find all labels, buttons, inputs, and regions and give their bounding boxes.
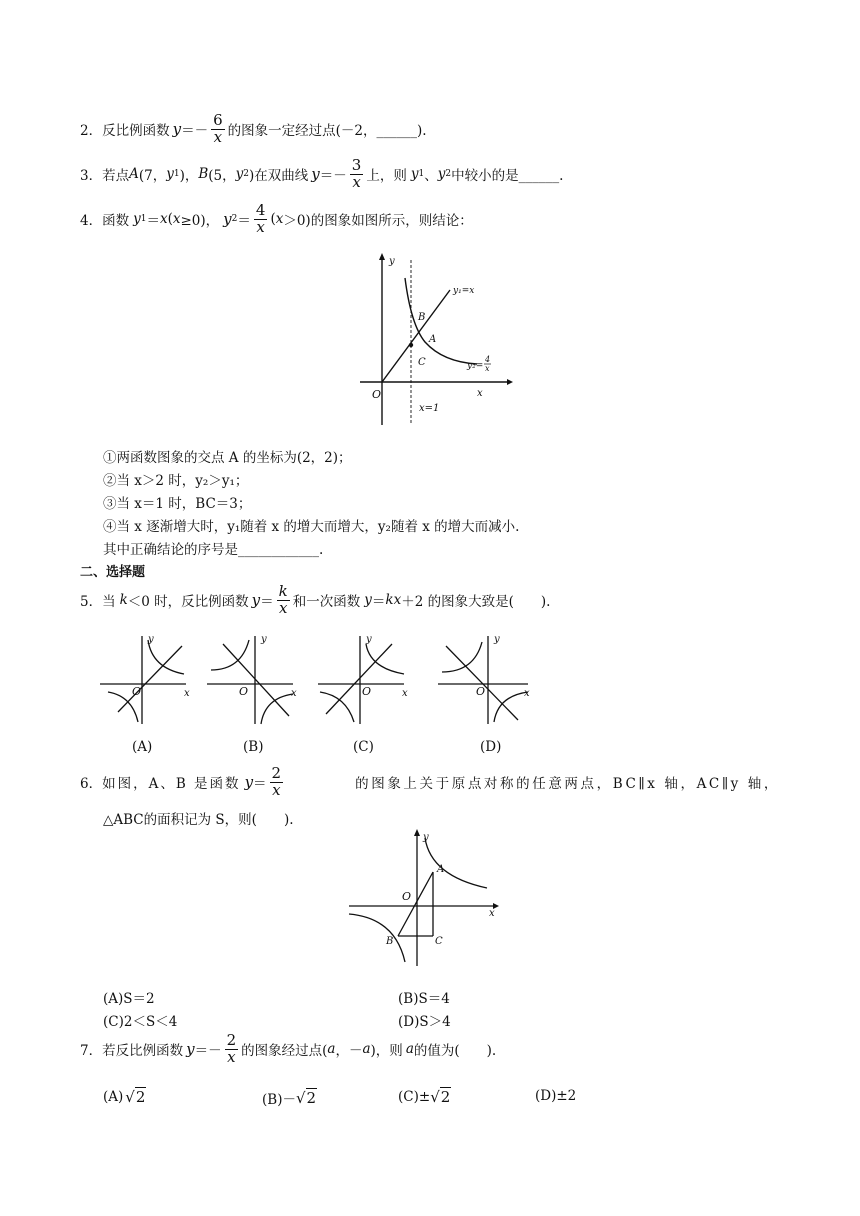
question-5: 5． 当 k ＜0 时，反比例函数 y ＝ $\frac{k}{x}$ 和一次函数 y ＝ k x ＋2 的图象大致是( ). xyxy=(80,581,551,617)
q4-line-label: y₁=x xyxy=(453,286,475,296)
q4-answer-prompt: 其中正确结论的序号是____________. xyxy=(103,542,324,558)
q6-x-label: x xyxy=(489,908,495,919)
question-7: 7． 若反比例函数 y ＝－ $\frac{2}{x}$ 的图象经过点( a ，－ a )，则 a 的值为( ). xyxy=(80,1030,497,1066)
question-3: 3． 若点 A (7， y 1 )， B (5， y 2 )在双曲线 y ＝－ $\frac{3}{x}$ 上，则 y 1 、 y 2 中较小的是______. xyxy=(80,155,564,191)
question-2 xyxy=(80,107,427,151)
q7-option-A: (A) √2 xyxy=(103,1088,146,1106)
q5-graph-D xyxy=(436,630,536,726)
q4-x-label: x xyxy=(477,388,483,399)
q6-option-B: (B)S＝4 xyxy=(398,991,450,1007)
sqrt-2: √2 xyxy=(125,1088,146,1106)
svg-text:y: y xyxy=(261,634,267,645)
q2-text-post: 的图象一定经过点(－2，______). xyxy=(227,123,427,139)
q4-conclusion-1: ①两函数图象的交点 A 的坐标为(2，2)； xyxy=(103,450,352,466)
q2-fraction: $\frac{6}{x}$ xyxy=(213,110,223,146)
q4-line-y1 xyxy=(382,290,450,382)
sqrt-2: √2 xyxy=(430,1088,451,1106)
q4-point-A-label: A xyxy=(429,334,437,345)
q2-text-pre: 反比例函数 xyxy=(102,123,170,139)
svg-text:x: x xyxy=(524,688,530,699)
q6-curve-q3 xyxy=(349,914,405,962)
q4-point-B-label: B xyxy=(418,312,426,323)
question-4: 4． 函数 y 1 ＝ x ( x ≥0)， y 2 ＝ $\frac{4}{x}$ ( x ＞0)的图象如图所示，则结论： xyxy=(80,200,473,236)
q6-option-A: (A)S＝2 xyxy=(103,991,155,1007)
q5-option-A-label: (A) xyxy=(132,739,153,755)
q5-graph-A xyxy=(98,630,198,726)
q6-line-2: △ABC的面积记为 S，则( ). xyxy=(103,812,294,828)
q5-graph-B xyxy=(205,630,305,726)
q6-point-A-label: A xyxy=(437,864,445,875)
svg-text:x: x xyxy=(184,688,190,699)
q5-option-D-label: (D) xyxy=(480,739,502,755)
q6-option-D: (D)S＞4 xyxy=(398,1014,451,1030)
q6-y-label: y xyxy=(423,832,429,843)
q4-conclusion-3: ③当 x＝1 时，BC＝3； xyxy=(103,496,252,512)
q7-option-C: (C)± √2 xyxy=(398,1088,451,1106)
q4-point-C xyxy=(409,343,413,347)
q4-y-arrow xyxy=(379,253,385,260)
q6-fraction: $\frac{2}{x}$ xyxy=(271,763,282,799)
q5-option-B-label: (B) xyxy=(243,739,264,755)
q4-fraction: $\frac{4}{x}$ xyxy=(255,200,266,236)
q4-point-C-label: C xyxy=(418,357,426,368)
svg-text:y: y xyxy=(148,634,154,645)
q5-option-C-label: (C) xyxy=(353,739,374,755)
q6-figure xyxy=(345,826,505,968)
svg-text:x: x xyxy=(291,688,297,699)
q4-x-arrow xyxy=(507,379,513,385)
q3-fraction: $\frac{3}{x}$ xyxy=(351,155,362,191)
q4-curve-label-den: x xyxy=(485,364,490,373)
svg-text:O: O xyxy=(476,685,486,698)
svg-text:O: O xyxy=(239,685,249,698)
svg-text:y: y xyxy=(366,634,372,645)
q4-xline-label: x=1 xyxy=(419,403,440,414)
q6-point-C-label: C xyxy=(435,936,443,947)
q4-figure xyxy=(355,250,515,430)
q6-curve-q1 xyxy=(425,838,487,888)
q7-option-D: (D)±2 xyxy=(535,1088,577,1104)
q4-curve-label-pre: y₂= xyxy=(467,361,484,371)
question-6: 6． 如图，A、B 是函数 y ＝ $\frac{2}{x}$ 的图象上关于原点对称的任意两点，BC∥x 轴，AC∥y 轴， xyxy=(80,763,780,799)
q6-option-C: (C)2＜S＜4 xyxy=(103,1014,178,1030)
section-heading-choice: 二、选择题 xyxy=(80,565,146,580)
q7-fraction: $\frac{2}{x}$ xyxy=(226,1030,237,1066)
svg-text:x: x xyxy=(402,688,408,699)
sqrt-2: √2 xyxy=(295,1089,317,1107)
q5-fraction: $\frac{k}{x}$ xyxy=(278,581,288,617)
q5-graph-C xyxy=(316,630,416,726)
q6-point-B-label: B xyxy=(386,936,394,947)
q4-y-label: y xyxy=(389,256,395,267)
svg-text:O: O xyxy=(132,685,142,698)
q7-option-B: (B)－ √2 xyxy=(262,1089,317,1108)
svg-text:O: O xyxy=(362,685,372,698)
q6-segment-AB xyxy=(398,872,433,936)
q2-eq: ＝－ xyxy=(181,123,209,139)
svg-text:y: y xyxy=(494,634,500,645)
q4-conclusion-2: ②当 x＞2 时，y₂＞y₁； xyxy=(103,473,249,489)
q6-origin-label: O xyxy=(402,890,412,903)
q4-origin-label: O xyxy=(372,388,382,401)
q2-y: y xyxy=(172,120,182,138)
q4-conclusion-4: ④当 x 逐渐增大时，y₁随着 x 的增大而增大，y₂随着 x 的增大而减小. xyxy=(103,519,520,535)
q2-number: 2． xyxy=(80,123,103,139)
q4-curve-label-num: 4 xyxy=(485,355,491,364)
